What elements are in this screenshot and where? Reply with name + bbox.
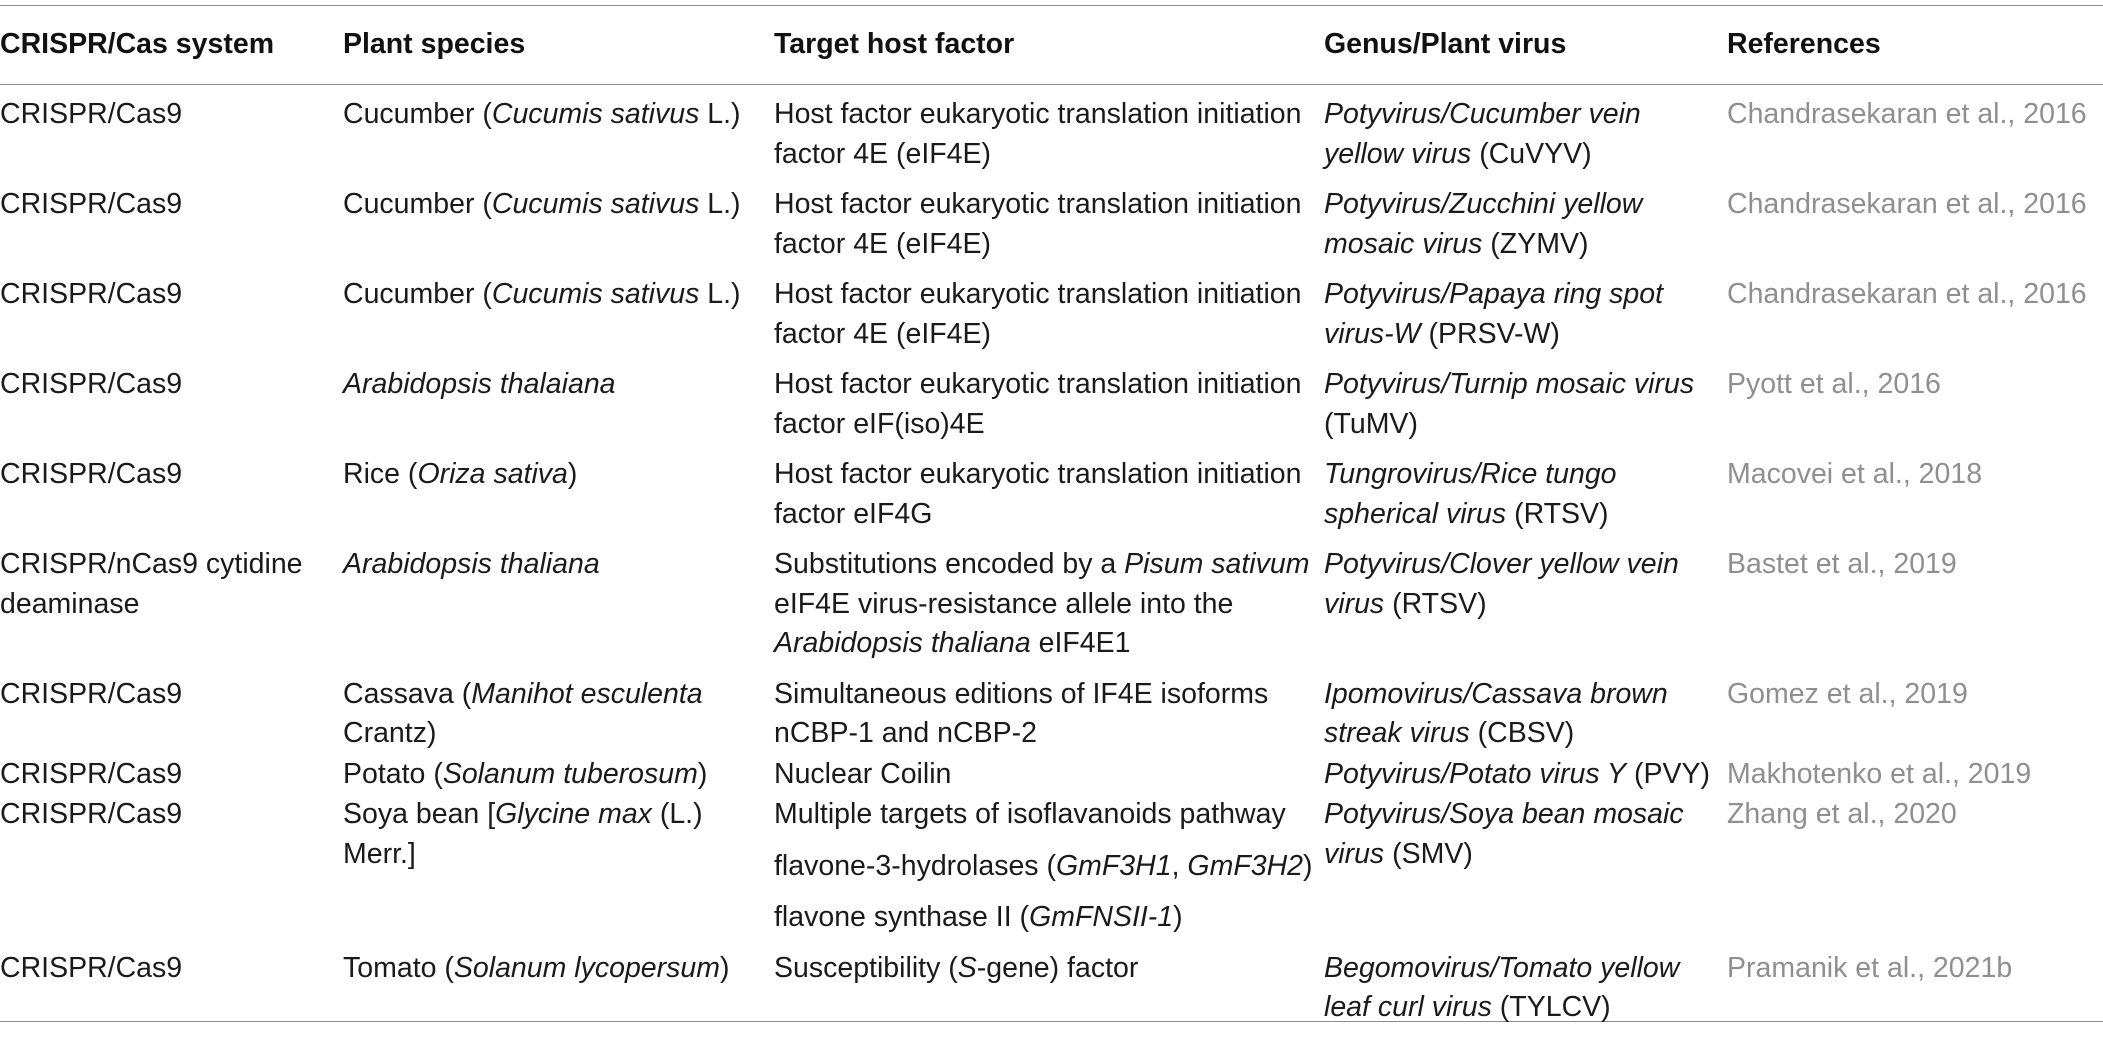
cell-genus: Potyvirus/Zucchini yellow mosaic virus (ZYMV) — [1324, 188, 1643, 260]
table-row — [0, 84, 2103, 174]
table-row — [0, 534, 2103, 664]
cell-target: Nuclear Coilin — [774, 757, 952, 790]
table-row — [0, 754, 2103, 795]
cell-target: Host factor eukaryotic translation initiation factor eIF4G — [774, 458, 1302, 530]
cell-species: Potato (Solanum tuberosum) — [343, 757, 708, 790]
cell-system: CRISPR/Cas9 — [0, 278, 183, 310]
cell-genus: Potyvirus/Papaya ring spot virus-W (PRSV-W) — [1324, 278, 1664, 350]
cell-target: Substitutions encoded by a Pisum sativum eIF4E virus-resistance allele into the Arabidopsis thaliana eIF4E1 — [774, 548, 1310, 659]
cell-species: Cassava (Manihot esculenta Crantz) — [343, 677, 703, 749]
cell-genus: Potyvirus/Turnip mosaic virus (TuMV) — [1324, 368, 1695, 440]
reference-link[interactable]: Chandrasekaran et al., 2016 — [1727, 98, 2087, 130]
cell-species: Tomato (Solanum lycopersum) — [343, 951, 730, 984]
cell-system: CRISPR/nCas9 cytidine deaminase — [0, 548, 303, 620]
reference-link[interactable]: Bastet et al., 2019 — [1727, 548, 1957, 580]
cell-system: CRISPR/Cas9 — [0, 677, 183, 710]
table-row — [0, 264, 2103, 354]
reference-link[interactable]: Zhang et al., 2020 — [1727, 798, 1957, 830]
cell-system: CRISPR/Cas9 — [0, 368, 183, 400]
table-row — [0, 444, 2103, 534]
reference-link[interactable]: Chandrasekaran et al., 2016 — [1727, 188, 2087, 220]
cell-species: Soya bean [Glycine max (L.) Merr.] — [343, 798, 703, 870]
table-row — [0, 174, 2103, 264]
cell-genus: Potyvirus/Cucumber vein yellow virus (CuVYV) — [1324, 98, 1641, 170]
col-header-system: CRISPR/Cas system — [0, 28, 275, 61]
cell-target: Simultaneous editions of IF4E isoforms nCBP-1 and nCBP-2 — [774, 677, 1269, 749]
table-row — [0, 938, 2103, 1028]
cell-species: Cucumber (Cucumis sativus L.) — [343, 98, 741, 130]
cell-species: Arabidopsis thaliana — [343, 548, 600, 580]
cell-target: Host factor eukaryotic translation initiation factor eIF(iso)4E — [774, 368, 1302, 440]
cell-target: Host factor eukaryotic translation initiation factor 4E (eIF4E) — [774, 188, 1302, 260]
cell-species: Cucumber (Cucumis sativus L.) — [343, 188, 741, 220]
cell-system: CRISPR/Cas9 — [0, 458, 183, 490]
reference-link[interactable]: Macovei et al., 2018 — [1727, 458, 1983, 490]
reference-link[interactable]: Makhotenko et al., 2019 — [1727, 757, 2032, 790]
reference-link[interactable]: Pramanik et al., 2021b — [1727, 951, 2013, 984]
col-header-references: References — [1727, 28, 1881, 61]
cell-species: Rice (Oriza sativa) — [343, 458, 578, 490]
table-row — [0, 664, 2103, 754]
cell-genus: Begomovirus/Tomato yellow leaf curl virus (TYLCV) — [1324, 951, 1680, 1023]
table-row — [0, 354, 2103, 444]
col-header-species: Plant species — [343, 28, 526, 61]
crispr-virus-resistance-table — [0, 6, 2103, 1028]
col-header-target: Target host factor — [774, 28, 1015, 61]
col-header-genus: Genus/Plant virus — [1324, 28, 1567, 61]
cell-genus: Ipomovirus/Cassava brown streak virus (CBSV) — [1324, 677, 1668, 749]
cell-genus: Potyvirus/Clover yellow vein virus (RTSV) — [1324, 548, 1679, 620]
cell-genus: Potyvirus/Potato virus Y (PVY) — [1324, 757, 1710, 790]
cell-system: CRISPR/Cas9 — [0, 757, 183, 790]
cell-target: Host factor eukaryotic translation initiation factor 4E (eIF4E) — [774, 278, 1302, 350]
cell-genus: Tungrovirus/Rice tungo spherical virus (RTSV) — [1324, 458, 1617, 530]
table-header-row — [0, 6, 2103, 84]
cell-system: CRISPR/Cas9 — [0, 98, 183, 130]
cell-species: Cucumber (Cucumis sativus L.) — [343, 278, 741, 310]
reference-link[interactable]: Pyott et al., 2016 — [1727, 368, 1941, 400]
cell-species: Arabidopsis thalaiana — [343, 368, 616, 400]
cell-genus: Potyvirus/Soya bean mosaic virus (SMV) — [1324, 798, 1684, 870]
cell-target: Host factor eukaryotic translation initiation factor 4E (eIF4E) — [774, 98, 1302, 170]
cell-target: Susceptibility (S-gene) factor — [774, 951, 1139, 984]
cell-system: CRISPR/Cas9 — [0, 798, 183, 830]
cell-system: CRISPR/Cas9 — [0, 188, 183, 220]
reference-link[interactable]: Gomez et al., 2019 — [1727, 677, 1968, 710]
reference-link[interactable]: Chandrasekaran et al., 2016 — [1727, 278, 2087, 310]
cell-target: Multiple targets of isoflavanoids pathway flavone-3-hydrolases (GmF3H1, GmF3H2) flavone synthase II (GmFNSII-1) — [774, 798, 1313, 933]
cell-system: CRISPR/Cas9 — [0, 951, 183, 984]
table-row — [0, 794, 2103, 938]
